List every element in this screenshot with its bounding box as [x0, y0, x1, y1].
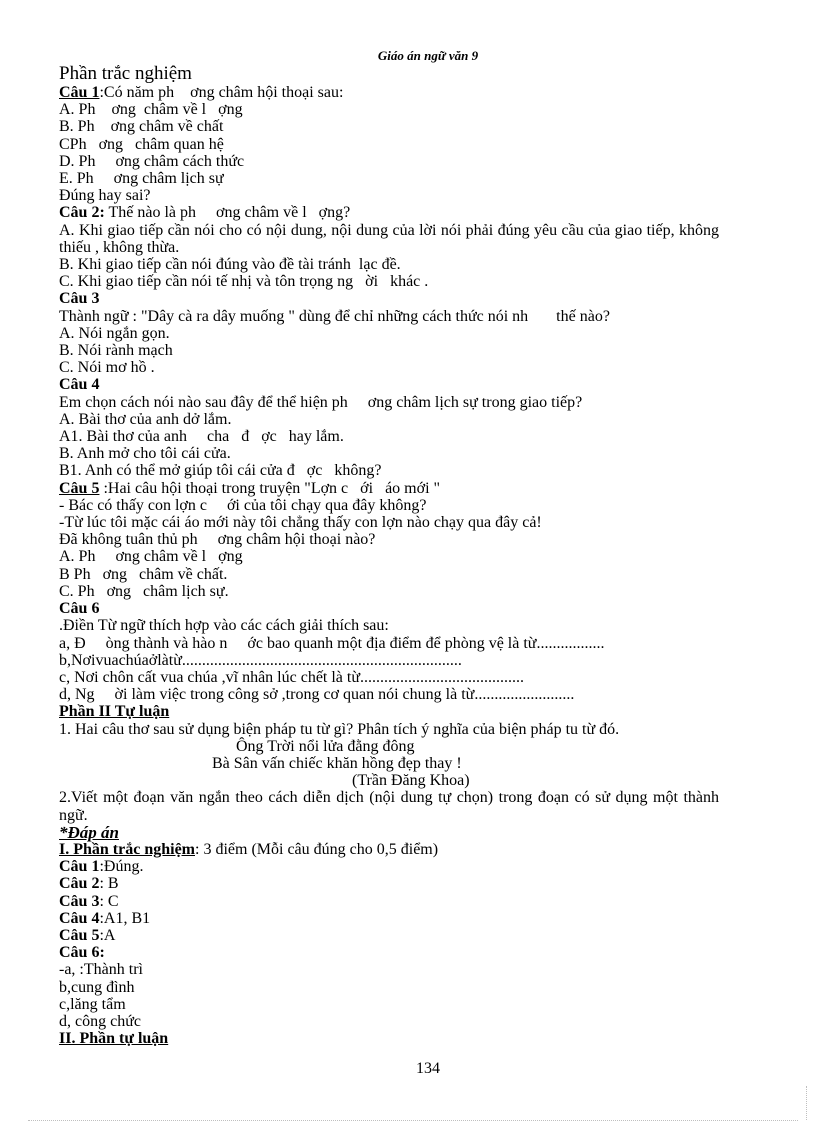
option: A. Bài thơ của anh dở lắm. [59, 410, 232, 428]
question-tail: Đúng hay sai? [59, 187, 151, 205]
question-text: Thế nào là ph ơng châm về l ợng? [104, 204, 351, 222]
answer-key-title: *Đáp án [59, 822, 119, 842]
answer-value: : C [99, 892, 119, 910]
option: B. Ph ơng châm về chất [59, 118, 224, 136]
answer-value: :Đúng. [99, 858, 144, 876]
option: A. Ph ơng châm về l ợng [59, 548, 243, 566]
option: C. Khi giao tiếp cần nói tế nhị và tôn trọng ng ời khác . [59, 273, 429, 291]
answer-q6-item: c,lăng tẩm [59, 995, 126, 1013]
option: D. Ph ơng châm cách thức [59, 152, 245, 170]
answer-item [59, 858, 719, 875]
answer-q6-item: d, công chức [59, 1012, 141, 1030]
option: B. Khi giao tiếp cần nói đúng vào đề tài tránh lạc đề. [59, 256, 401, 274]
option: B Ph ơng châm về chất. [59, 565, 228, 583]
option: B. Anh mở cho tôi cái cửa. [59, 445, 231, 463]
fill-in-item: c, Nơi chôn cất vua chúa ,vĩ nhân lúc chết là từ......................................... [59, 668, 525, 686]
poem-line-2: Bà Sân vấn chiếc khăn hồng đẹp thay ! [212, 754, 462, 772]
answer-item [59, 927, 719, 944]
page-side-rule [806, 1086, 807, 1120]
question-6-label: Câu 6 [59, 600, 100, 618]
answer-q6-label: Câu 6: [59, 944, 105, 962]
question-text: :Hai câu hội thoại trong truyện "Lợn c ới áo mới " [99, 479, 441, 497]
answer-item [59, 910, 719, 927]
question-text: :Có năm ph ơng châm hội thoại sau: [99, 84, 344, 101]
answer-label: Câu 1 [59, 858, 100, 876]
fill-in-item: a, Đ òng thành và hào n ớc bao quanh một địa điểm để phòng vệ là từ................. [59, 634, 605, 652]
question-label: Câu 2: [59, 204, 105, 222]
option: A. Ph ơng châm về l ợng [59, 101, 243, 119]
answer-value: :A [99, 926, 116, 944]
option: B. Nói rành mạch [59, 342, 173, 360]
page-header: Giáo án ngữ văn 9 [377, 48, 479, 63]
option: E. Ph ơng châm lịch sự [59, 170, 224, 188]
option: C. Ph ơng châm lịch sự. [59, 582, 229, 600]
answer-label: Câu 3 [59, 892, 100, 910]
dialogue-line: -Từ lúc tôi mặc cái áo mới này tôi chẳng thấy con lợn nào chạy qua đây cả! [59, 514, 542, 532]
answer-label: Câu 4 [59, 909, 100, 927]
question-text: Đã không tuân thủ ph ơng châm hội thoại nào? [59, 531, 376, 549]
poem-author: (Trần Đăng Khoa) [352, 772, 470, 790]
question-2 [59, 204, 719, 221]
dialogue-line: - Bác có thấy con lợn c ới của tôi chạy qua đây không? [59, 496, 427, 514]
question-3-label: Câu 3 [59, 290, 100, 308]
option: A1. Bài thơ của anh cha đ ợc hay lắm. [59, 428, 344, 446]
page-number: 134 [416, 1060, 440, 1077]
option: A. Khi giao tiếp cần nói cho có nội dung, nội dung của lời nói phải đúng yêu cầu của giao tiếp, không thiếu , không thừa. [59, 221, 719, 256]
answer-value: : B [99, 875, 119, 893]
question-1 [59, 84, 719, 101]
answer-score-note: : 3 điểm (Mỗi câu đúng cho 0,5 điểm) [195, 840, 439, 858]
option: A. Nói ngắn gọn. [59, 324, 170, 342]
answer-item [59, 893, 719, 910]
document-body [59, 64, 719, 1047]
answer-label: Câu 5 [59, 926, 100, 944]
question-4-label: Câu 4 [59, 376, 100, 394]
fill-in-item: d, Ng ời làm việc trong công sở ,trong cơ quan nói chung là từ......................... [59, 686, 575, 704]
answer-part1-heading [59, 841, 719, 858]
answer-section-label: I. Phần trắc nghiệm [59, 840, 195, 858]
poem-line-1: Ông Trời nổi lửa đằng đông [236, 737, 415, 755]
essay-question-1: 1. Hai câu thơ sau sử dụng biện pháp tu từ gì? Phân tích ý nghĩa của biện pháp tu từ đó. [59, 720, 620, 738]
question-text: Em chọn cách nói nào sau đây để thể hiện ph ơng châm lịch sự trong giao tiếp? [59, 393, 583, 411]
page-bottom-rule [28, 1120, 798, 1121]
option: C. Nói mơ hồ . [59, 359, 155, 377]
fill-in-item: b,Nơivuachúaởlàtừ...................................................................... [59, 651, 462, 669]
option: B1. Anh có thể mở giúp tôi cái cửa đ ợc không? [59, 462, 382, 480]
answer-value: :A1, B1 [99, 909, 151, 927]
answer-part2-heading: II. Phần tự luận [59, 1030, 169, 1048]
question-label: Câu 1 [59, 84, 100, 101]
essay-question-2: 2.Viết một đoạn văn ngắn theo cách diễn dịch (nội dung tự chọn) trong đoạn có sử dụng một thành ngữ. [59, 789, 719, 824]
section-heading-part2: Phần II Tự luận [59, 703, 170, 721]
question-5 [59, 480, 719, 497]
question-label: Câu 5 [59, 479, 100, 497]
answer-item [59, 875, 719, 892]
answer-label: Câu 2 [59, 875, 100, 893]
answer-q6-item: b,cung đình [59, 978, 135, 996]
question-text: Thành ngữ : "Dây cà ra dây muống " dùng để chỉ những cách thức nói nh thế nào? [59, 307, 610, 325]
option: CPh ơng châm quan hệ [59, 135, 224, 153]
section-heading-part1: Phần trắc nghiệm [59, 63, 192, 84]
answer-q6-item: -a, :Thành trì [59, 961, 143, 979]
question-text: .Điền Từ ngữ thích hợp vào các cách giải thích sau: [59, 617, 389, 635]
